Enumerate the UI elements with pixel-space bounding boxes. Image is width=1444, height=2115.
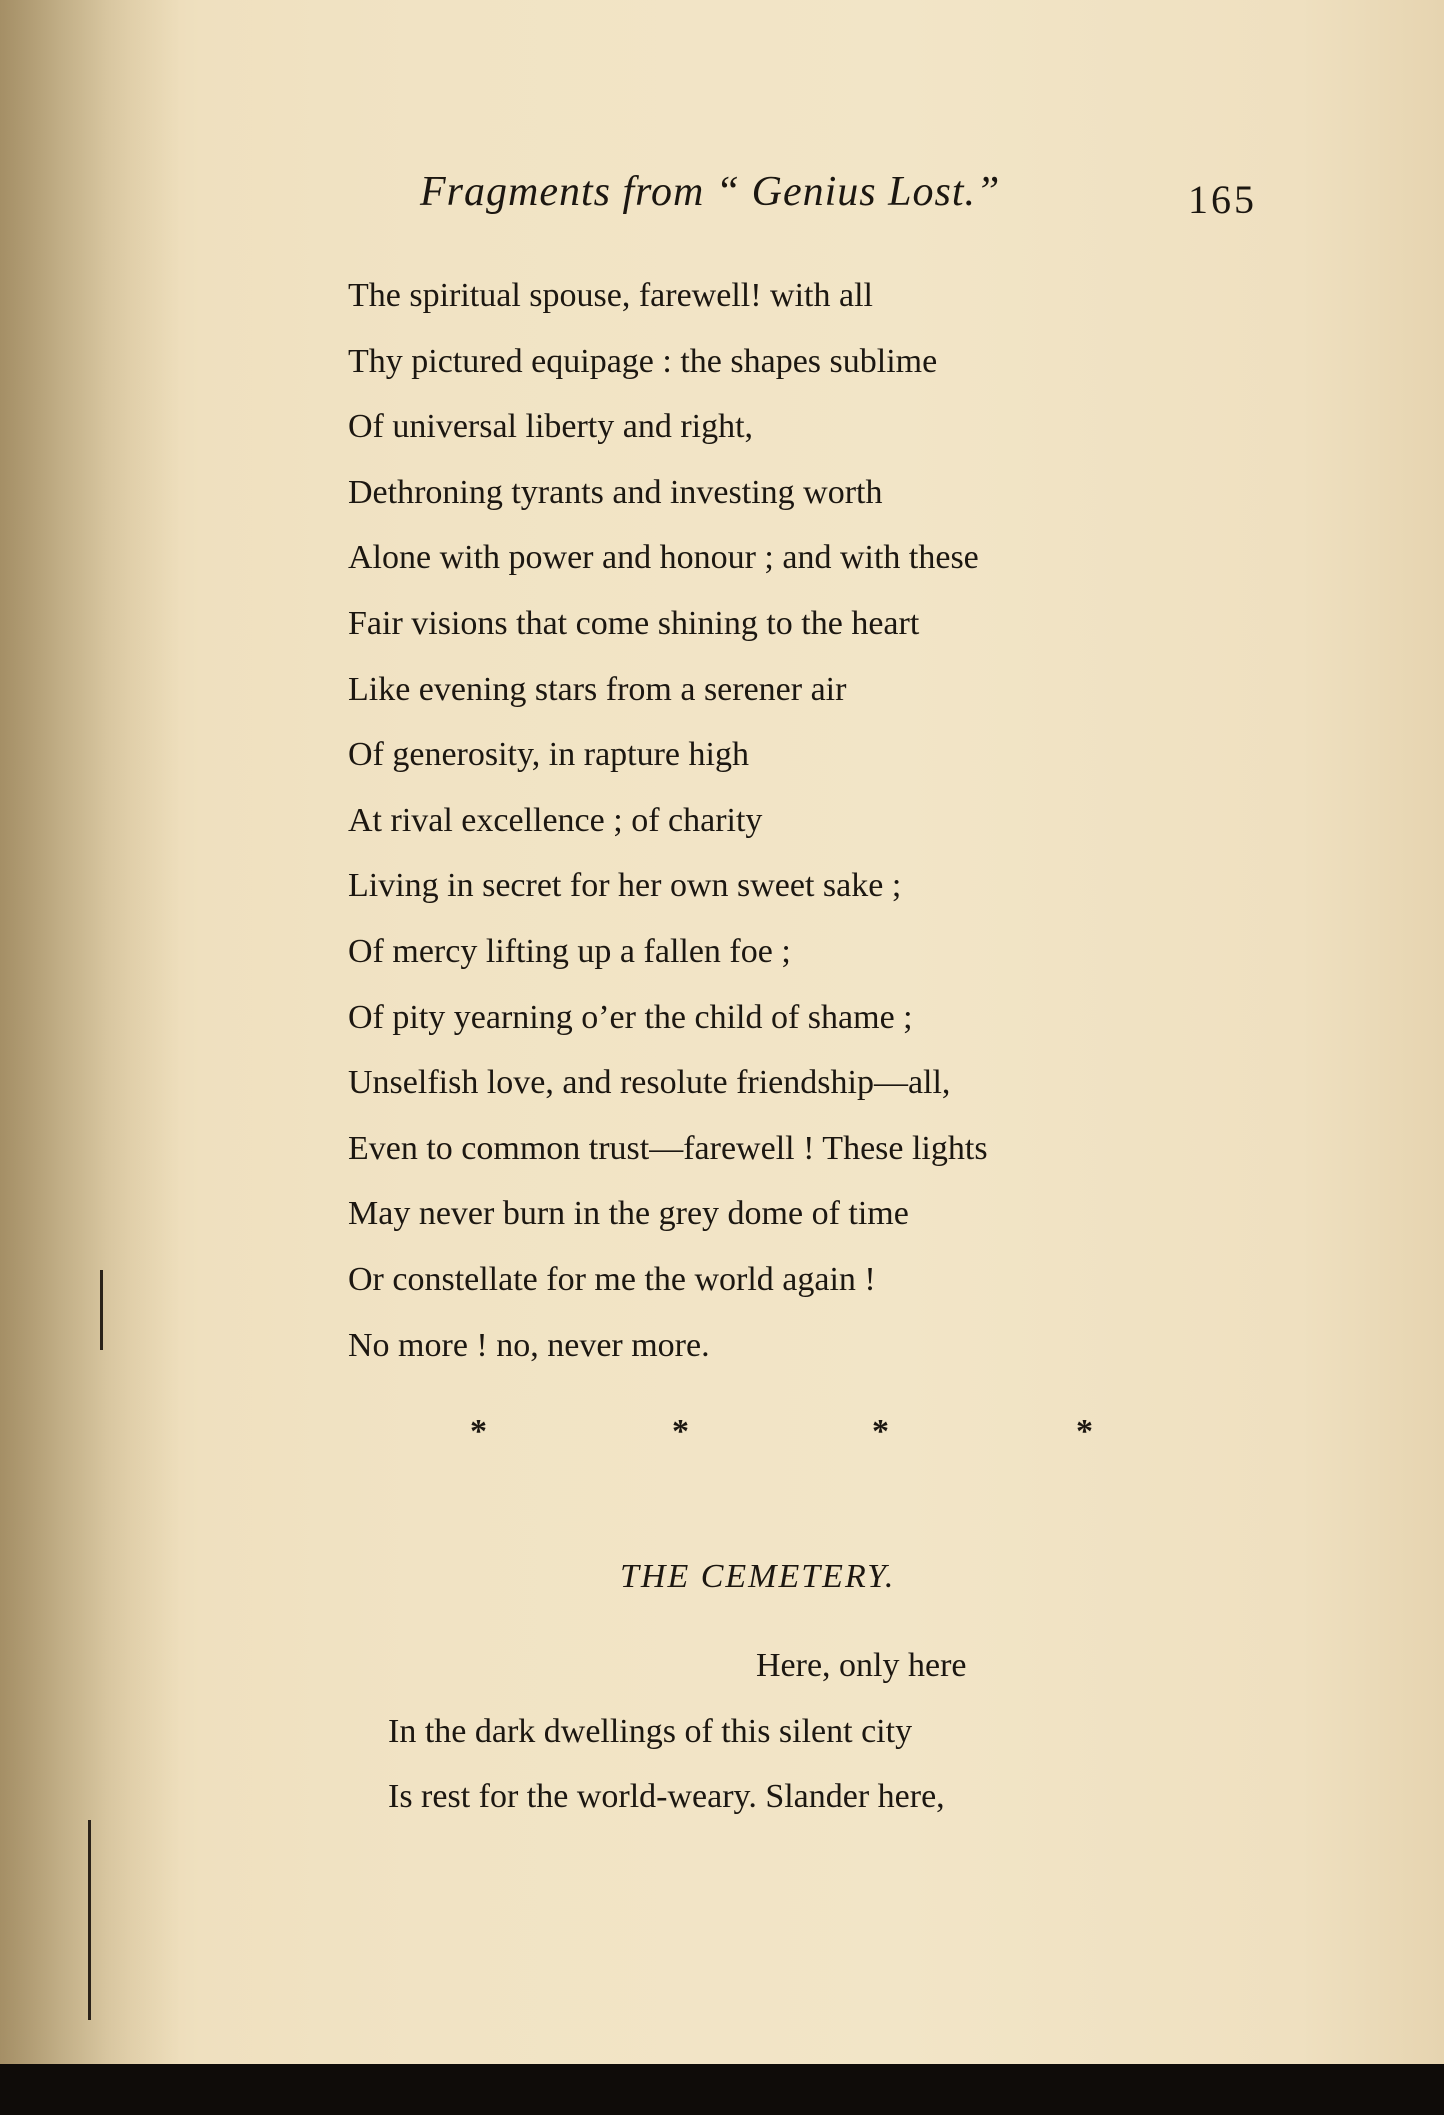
poem-line: Fair visions that come shining to the heart (348, 604, 920, 642)
verse-line: Here, only here (756, 1647, 967, 1684)
spine-mark (88, 1820, 91, 2020)
poem-line: Unselfish love, and resolute friendship—all, (348, 1064, 951, 1102)
verse-line: In the dark dwellings of this silent city (388, 1713, 913, 1750)
page-number: 165 (1188, 177, 1257, 222)
poem-line: Living in secret for her own sweet sake ; (348, 867, 902, 905)
poem-line: Of generosity, in rapture high (348, 736, 749, 774)
spine-shadow (0, 0, 180, 2064)
separator-star: * (1076, 1413, 1093, 1450)
poem-line: Like evening stars from a serener air (348, 670, 847, 708)
poem-line: The spiritual spouse, farewell! with all (348, 277, 873, 314)
poem-line: Even to common trust—farewell ! These lights (348, 1129, 988, 1167)
separator-star: * (672, 1413, 689, 1450)
poem-line: May never burn in the grey dome of time (348, 1195, 909, 1233)
poem-line: Of pity yearning o’er the child of shame ; (348, 998, 913, 1036)
poem-line: No more ! no, never more. (348, 1326, 710, 1364)
poem-stanza (348, 270, 988, 1385)
poem-line: Thy pictured equipage : the shapes sublime (348, 342, 938, 380)
poem-line: Dethroning tyrants and investing worth (348, 473, 883, 511)
book-bottom-edge (0, 2064, 1444, 2115)
poem-line: Of mercy lifting up a fallen foe ; (348, 932, 791, 970)
separator-star: * (872, 1413, 889, 1450)
poem-line: Of universal liberty and right, (348, 408, 754, 446)
poem-line: At rival excellence ; of charity (348, 801, 763, 839)
spine-mark (100, 1270, 103, 1350)
verse-line: Is rest for the world-weary. Slander here, (388, 1778, 945, 1815)
poem-line: Alone with power and honour ; and with these (348, 539, 979, 577)
separator-star: * (470, 1413, 487, 1450)
running-title: Fragments from “ Genius Lost.” (420, 169, 1001, 215)
section-title: THE CEMETERY. (620, 1558, 896, 1595)
poem-line: Or constellate for me the world again ! (348, 1260, 876, 1298)
